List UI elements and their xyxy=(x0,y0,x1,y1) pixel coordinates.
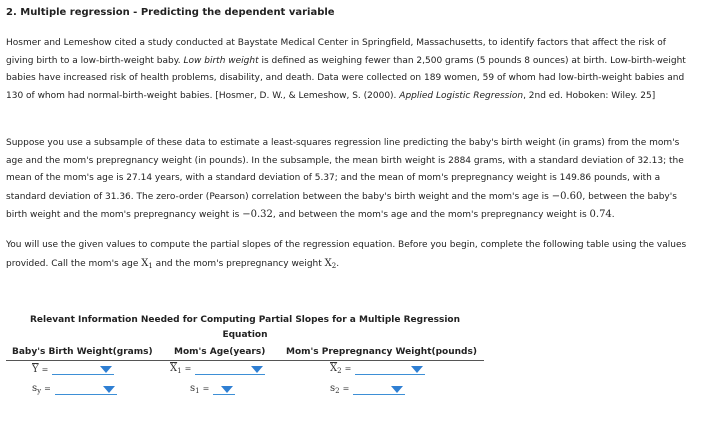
scenario-text-d: . xyxy=(611,210,615,221)
mean-x1-dropdown[interactable] xyxy=(195,363,265,375)
book-title: Applied Logistic Regression xyxy=(399,90,524,101)
chevron-down-icon xyxy=(391,386,403,393)
sd-y-dropdown[interactable] xyxy=(55,383,117,395)
intro-emphasis: Low birth weight xyxy=(183,55,259,66)
sd-y-label: $s_y$ = xyxy=(32,383,51,395)
column-header-mom-age: Mom's Age(years) xyxy=(174,347,266,357)
mean-x2-dropdown[interactable] xyxy=(355,363,425,375)
mean-x1-cell xyxy=(170,362,265,376)
chevron-down-icon xyxy=(221,386,233,393)
column-header-birth-weight: Baby's Birth Weight(grams) xyxy=(12,347,153,357)
mean-y-cell xyxy=(32,362,114,376)
chevron-down-icon xyxy=(411,366,423,373)
scenario-text-c: , and between the mom's age and the mom's prepregnancy weight is xyxy=(272,210,590,221)
chevron-down-icon xyxy=(103,386,115,393)
header-divider xyxy=(6,360,484,361)
scenario-text-a: Suppose you use a subsample of these data to estimate a least-squares regression line predicting the baby's birth weight (in grams) from the mom's age and the mom's prepregnancy weight (in pounds). In the subsample, the mean birth weight is 2884 grams, with a standard deviation of 32.13; the mean of the mom's age is 27.14 years, with a standard deviation of 5.37; and the mean of mom's prepregnancy weight is 149.86 pounds, with a standard deviation of 31.36. The zero-order (Pearson) correlation between the baby's birth weight and the mom's age is xyxy=(6,138,684,202)
scenario-paragraph xyxy=(6,135,696,225)
mean-x1-label: $\overline{X}_1$ = xyxy=(170,363,192,375)
sd-1-cell xyxy=(190,382,235,396)
mean-x2-cell xyxy=(330,362,425,376)
intro-paragraph xyxy=(6,35,696,105)
instruction-paragraph xyxy=(6,237,696,275)
mean-y-label: $\overline{Y}$ = xyxy=(32,363,49,375)
instruction-text-b: and the mom's prepregnancy weight xyxy=(152,258,325,269)
table-title-line2: Equation xyxy=(222,330,268,340)
correlation-weight: −0.32 xyxy=(242,209,273,221)
question-title: 2. Multiple regression - Predicting the dependent variable xyxy=(6,7,335,18)
instruction-text-a: You will use the given values to compute the partial slopes of the regression equation. Before you begin, complete the following table using the values provided. Call the mom's age xyxy=(6,240,687,269)
intro-text-b: is defined as weighing fewer than 2,500 grams (5 pounds 8 ounces) at birth. Low-birth-weight babies have increased risk of health problems, disability, and death. Data were collected on 189 women, 59 of whom had low-birth-weight babies and 130 of whom had normal-birth-weight babies. [Hosmer, D. W., & Lemeshow, S. (2000). xyxy=(6,55,686,101)
scenario-text-b: , between the baby's birth weight and the mom's prepregnancy weight is xyxy=(6,191,677,221)
x2-symbol: $X_2$ xyxy=(324,257,337,270)
chevron-down-icon xyxy=(100,366,112,373)
sd-2-cell xyxy=(330,382,405,396)
correlation-age: −0.60 xyxy=(551,190,583,202)
intro-text-c: , 2nd ed. Hoboken: Wiley. 25] xyxy=(523,90,656,101)
sd-1-dropdown[interactable] xyxy=(213,383,235,395)
column-header-mom-weight: Mom's Prepregnancy Weight(pounds) xyxy=(286,347,477,357)
sd-y-cell xyxy=(32,382,117,396)
x1-symbol: $X_1$ xyxy=(141,257,153,270)
table-title xyxy=(6,313,484,343)
sd-1-label: $s_1$ = xyxy=(190,383,210,395)
table-title-line1: Relevant Information Needed for Computing Partial Slopes for a Multiple Regression xyxy=(30,315,460,325)
correlation-age-weight: 0.74 xyxy=(589,209,612,221)
sd-2-label: $s_2$ = xyxy=(330,383,350,395)
chevron-down-icon xyxy=(251,366,263,373)
instruction-text-c: . xyxy=(336,258,340,269)
intro-text-a: Hosmer and Lemeshow cited a study conducted at Baystate Medical Center in Springfield, Massachusetts, to identify factors that affect the risk of giving birth to a low-birth-weight baby. xyxy=(6,38,666,66)
mean-x2-label: $\overline{X}_2$ = xyxy=(330,363,352,375)
mean-y-dropdown[interactable] xyxy=(52,363,114,375)
sd-2-dropdown[interactable] xyxy=(353,383,405,395)
